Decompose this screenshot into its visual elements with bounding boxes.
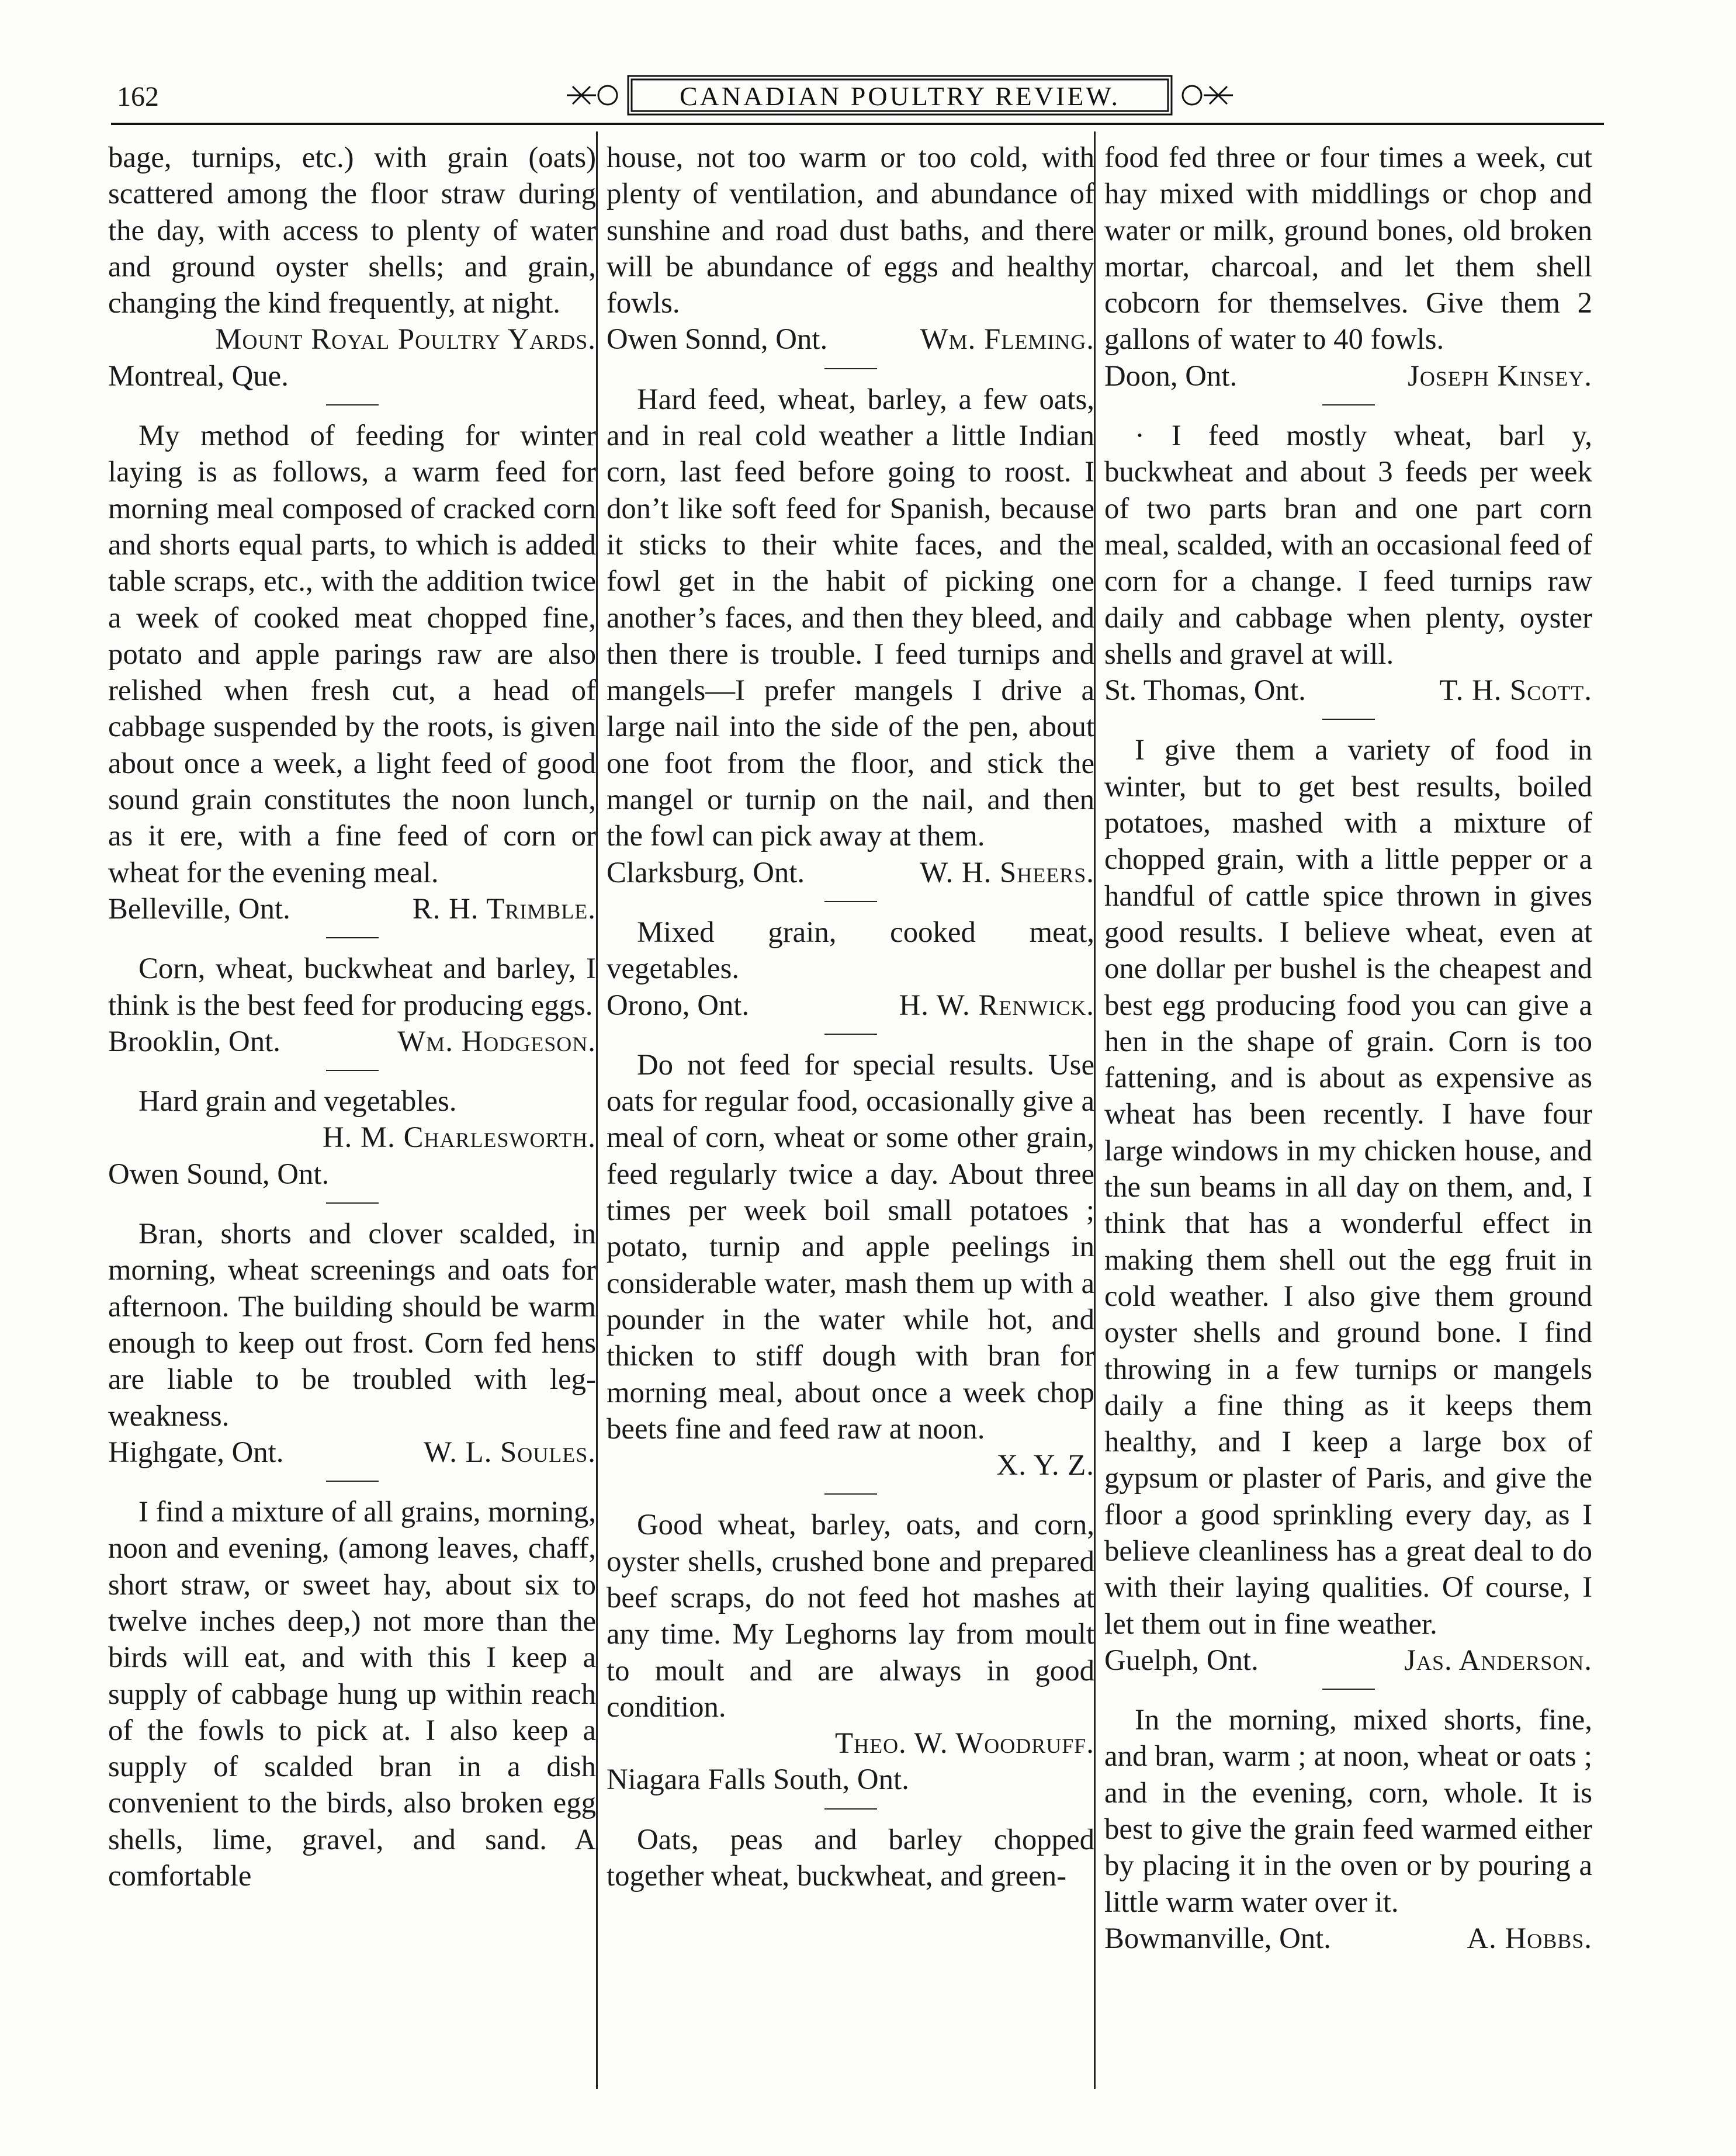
- signature-line: [607, 854, 1094, 890]
- signature-place: Owen Sonnd, Ont.: [607, 323, 828, 356]
- header-rule: [111, 123, 1604, 125]
- section-divider: [824, 1034, 877, 1035]
- letter-paragraph: In the morning, mixed shorts, fine, and bran, warm ; at noon, wheat or oats ; and in the evening, corn, whole. It is best to give the grain feed warmed either by placing it in the oven or by pouring a little warm water over it.: [1104, 1703, 1592, 1918]
- section-divider: [824, 901, 877, 902]
- signature-line: [1104, 1642, 1592, 1678]
- signature-place: Belleville, Ont.: [108, 892, 290, 925]
- letter-paragraph: Oats, peas and barley chopped together wheat, buckwheat, and green-: [607, 1822, 1094, 1892]
- letter-paragraph: I give them a variety of food in winter, but to get best results, boiled potatoes, mashed with a mixture of chopped grain, with a little pepper or a handful of cattle spice thrown in gives good results. I believe wheat, even at one dollar per bushel is the cheapest and best egg producing food you can give a hen in the shape of grain. Corn is too fattening, and is about as expensive as wheat has been recently. I have four large windows in my chicken house, and the sun beams in all day on them, and, I think that has a wonderful effect in making them shell out the egg fruit in cold weather. I also give them ground oyster shells and ground bone. I find throwing in a few turnips or mangels daily a fine thing as it keeps them healthy, and I keep a large box of gypsum or plaster of Paris, and give the floor a good sprinkling every day, as I believe cleanliness has a great deal to do with their laying qualities. Of course, I let them out in fine weather.: [1104, 733, 1592, 1640]
- section-divider: [326, 404, 379, 405]
- letter-paragraph: Bran, shorts and clover scalded, in morning, wheat screenings and oats for afternoon. The building should be warm enough to keep out frost. Corn fed hens are liable to be troubled with leg-weakness.: [108, 1217, 596, 1432]
- section-divider: [1322, 719, 1375, 720]
- letter-paragraph: My method of feeding for winter laying is as follows, a warm feed for morning meal composed of cracked corn and shorts equal parts, to which is added table scraps, etc., with the addition twice a week of cooked meat chopped fine, potato and apple parings raw are also relished when fresh cut, a head of cabbage suspended by the roots, is given about once a week, a light feed of good sound grain constitutes the noon lunch, as it ere, with a fine feed of corn or wheat for the evening meal.: [108, 419, 596, 889]
- letter-paragraph: Good wheat, barley, oats, and corn, oyster shells, crushed bone and prepared beef scraps, do not feed hot mashes at any time. My Leghorns lay from moult to moult and are always in good condition.: [607, 1508, 1094, 1723]
- masthead-text: CANADIAN POULTRY REVIEW.: [679, 81, 1121, 111]
- column-3: [1104, 139, 1592, 1956]
- signature-place: Clarksburg, Ont.: [607, 855, 805, 889]
- letter-paragraph: Hard grain and vegetables.: [138, 1084, 457, 1118]
- column-2: [607, 139, 1094, 1894]
- signature-place: Doon, Ont.: [1104, 359, 1238, 392]
- column-rule-1: [596, 131, 598, 2089]
- section-divider: [824, 368, 877, 369]
- signature-name: T. H. Scott.: [1439, 674, 1592, 707]
- signature-name: Wm. Fleming.: [920, 323, 1094, 356]
- letter-paragraph: Corn, wheat, buckwheat and barley, I think is the best feed for producing eggs.: [108, 952, 596, 1021]
- signature-place: Guelph, Ont.: [1104, 1643, 1259, 1676]
- page-number: 162: [117, 81, 159, 112]
- signature-line: [607, 987, 1094, 1023]
- column-1: [108, 139, 596, 1894]
- signature-name: Wm. Hodgeson.: [397, 1024, 596, 1058]
- signature-place: St. Thomas, Ont.: [1104, 674, 1306, 707]
- signature-place: Brooklin, Ont.: [108, 1024, 280, 1058]
- signature-name: W. L. Soules.: [423, 1435, 596, 1468]
- signature-line: [1104, 358, 1592, 394]
- letter-paragraph: I find a mixture of all grains, morning, noon and evening, (among leaves, chaff, short straw, or sweet hay, about six to twelve inches deep,) not more than the birds will eat, and with this I keep a supply of cabbage hung up within reach of the fowls to pick at. I also keep a supply of scalded bran in a dish convenient to the birds, also broken egg shells, lime, gravel, and sand. A comfortable: [108, 1495, 596, 1892]
- signature-name: W. H. Sheers.: [920, 855, 1094, 889]
- section-divider: [1322, 404, 1375, 405]
- signature-name: H. M. Charlesworth.: [322, 1121, 596, 1154]
- signature-place: Montreal, Que.: [108, 359, 289, 392]
- masthead-title: [555, 69, 1245, 122]
- signature-name: Joseph Kinsey.: [1408, 359, 1592, 392]
- section-divider: [824, 1493, 877, 1495]
- letter-paragraph: Do not feed for special results. Use oats for regular food, occasionally give a meal of corn, wheat or some other grain, feed regularly twice a day. About three times per week boil small potatoes ; potato, turnip and apple peelings in considerable water, mash them up with a pounder in the water while hot, and thicken to stiff dough with bran for morning meal, about once a week chop beets fine and feed raw at noon.: [607, 1048, 1094, 1445]
- signature-place: Niagara Falls South, Ont.: [607, 1763, 909, 1796]
- signature-name: Theo. W. Woodruff.: [835, 1727, 1094, 1760]
- section-divider: [326, 1070, 379, 1071]
- signature-line: [108, 1023, 596, 1059]
- letter-paragraph: bage, turnips, etc.) with grain (oats) scattered among the floor straw during the day, with access to plenty of water and ground oyster shells; and grain, changing the kind frequently, at night.: [108, 141, 596, 320]
- signature-place: Bowmanville, Ont.: [1104, 1921, 1331, 1954]
- signature-line: [607, 321, 1094, 357]
- signature-name: R. H. Trimble.: [412, 892, 596, 925]
- signature-line: [108, 890, 596, 927]
- section-divider: [326, 937, 379, 938]
- signature-place: Highgate, Ont.: [108, 1435, 284, 1468]
- signature-line: [1104, 1920, 1592, 1956]
- section-divider: [1322, 1689, 1375, 1690]
- section-divider: [326, 1202, 379, 1204]
- signature-name: Jas. Anderson.: [1404, 1643, 1592, 1676]
- signature-place: Owen Sound, Ont.: [108, 1157, 330, 1190]
- signature-place: Orono, Ont.: [607, 988, 750, 1021]
- signature-line: [1104, 672, 1592, 708]
- signature-line: [108, 1434, 596, 1470]
- signature-name: A. Hobbs.: [1467, 1921, 1592, 1954]
- signature-name: X. Y. Z.: [996, 1448, 1094, 1482]
- letter-paragraph: Mixed grain, cooked meat, vegetables.: [607, 915, 1094, 985]
- letter-paragraph: food fed three or four times a week, cut hay mixed with middlings or chop and water or milk, ground bones, old broken mortar, charcoal, and let them shell cobcorn for themselves. Give them 2 gallons of water to 40 fowls.: [1104, 141, 1592, 356]
- section-divider: [326, 1481, 379, 1482]
- letter-paragraph: house, not too warm or too cold, with plenty of ventilation, and abundance of sunshine and road dust baths, and there will be abundance of eggs and healthy fowls.: [607, 141, 1094, 320]
- signature-name: H. W. Renwick.: [899, 988, 1094, 1021]
- letter-paragraph: Hard feed, wheat, barley, a few oats, and in real cold weather a little Indian corn, last feed before going to roost. I don’t like soft feed for Spanish, because it sticks to their white faces, and the fowl get in the habit of picking one another’s faces, and then they bleed, and then there is trouble. I feed turnips and mangels—I prefer mangels I drive a large nail into the side of the pen, about one foot from the floor, and stick the mangel or turnip on the nail, and then the fowl can pick away at them.: [607, 382, 1094, 852]
- letter-paragraph: · I feed mostly wheat, barl y, buckwheat and about 3 feeds per week of two parts bran and one part corn meal, scalded, with an occasional feed of corn for a change. I feed turnips raw daily and cabbage when plenty, oyster shells and gravel at will.: [1104, 419, 1592, 670]
- signature-name: Mount Royal Poultry Yards.: [215, 323, 596, 356]
- section-divider: [824, 1808, 877, 1810]
